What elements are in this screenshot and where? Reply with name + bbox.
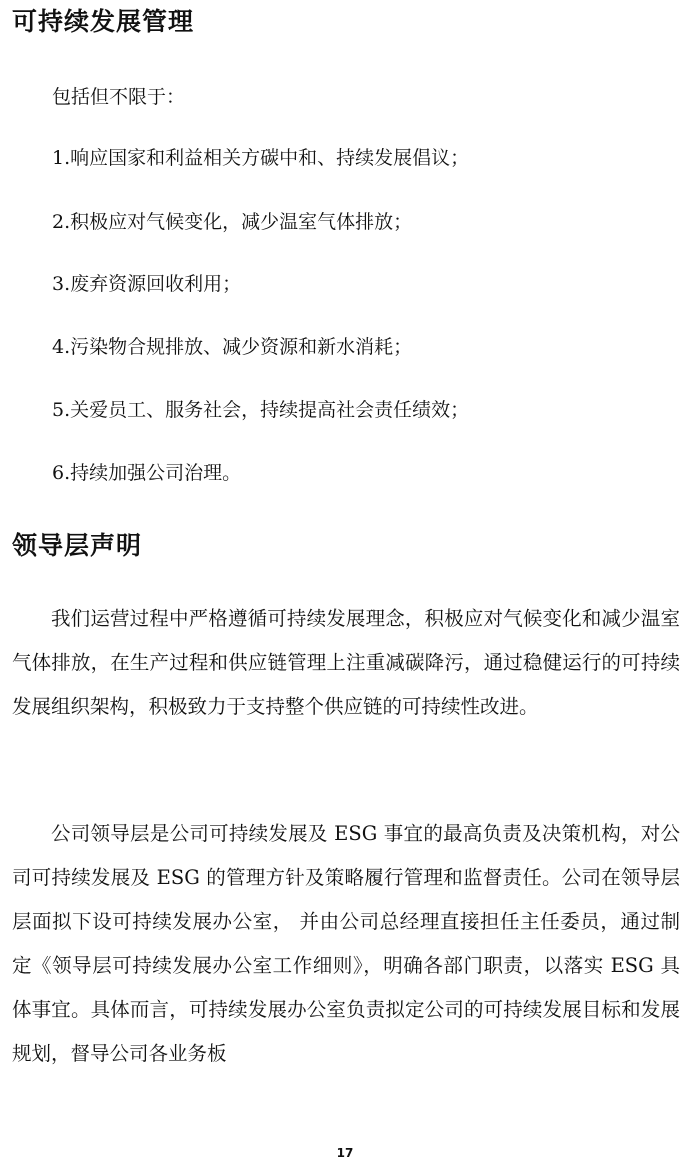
page-number: 17 bbox=[336, 1146, 354, 1160]
list-item: 3.废弃资源回收利用； bbox=[52, 273, 242, 295]
section-heading-sustainability-management: 可持续发展管理 bbox=[12, 7, 195, 36]
section-heading-leadership-statement: 领导层声明 bbox=[12, 531, 143, 560]
list-item: 5.关爱员工、服务社会，持续提高社会责任绩效； bbox=[52, 399, 470, 421]
list-item: 4.污染物合规排放、减少资源和新水消耗； bbox=[52, 336, 413, 358]
intro-text: 包括但不限于： bbox=[52, 86, 186, 108]
leadership-paragraph: 公司领导层是公司可持续发展及 ESG 事宜的最高负责及决策机构，对公司可持续发展及 ESG 的管理方针及策略履行管理和监督责任。公司在领导层层面拟下设可持续发展办公室， 并由公司总经理直接担任主任委员，通过制定《领导层可持续发展办公室工作细则》，明确各部门职责，以落实 ESG 具体事宜。具体而言，可持续发展办公室负责拟定公司的可持续发展目标和发展规划，督导公司各业务板 bbox=[12, 822, 680, 1065]
list-item: 1.响应国家和利益相关方碳中和、持续发展倡议； bbox=[52, 147, 470, 169]
leadership-paragraph: 我们运营过程中严格遵循可持续发展理念，积极应对气候变化和减少温室气体排放，在生产过程和供应链管理上注重减碳降污，通过稳健运行的可持续发展组织架构，积极致力于支持整个供应链的可持续性改进。 bbox=[12, 607, 680, 718]
list-item: 2.积极应对气候变化，减少温室气体排放； bbox=[52, 211, 413, 233]
list-item: 6.持续加强公司治理。 bbox=[52, 462, 242, 484]
